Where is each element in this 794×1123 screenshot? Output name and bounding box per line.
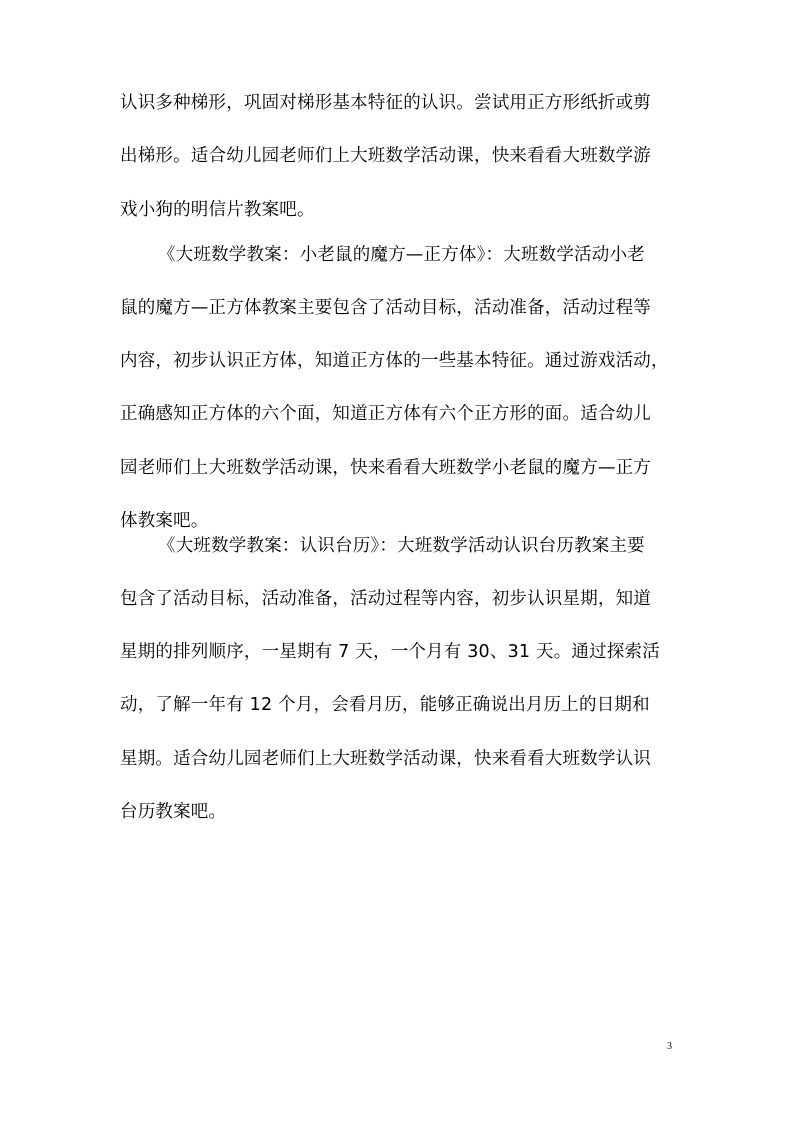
- text-line: 鼠的魔方—正方体教案主要包含了活动目标，活动准备，活动过程等: [120, 298, 651, 318]
- text-line: 内容，初步认识正方体，知道正方体的一些基本特征。通过游戏活动，: [120, 351, 669, 371]
- text-line: 出梯形。适合幼儿园老师们上大班数学活动课，快来看看大班数学游: [120, 146, 651, 166]
- text-line: 台历教案吧。: [120, 802, 227, 822]
- page-number: 3: [667, 1041, 672, 1052]
- text-line: 《大班数学教案：小老鼠的魔方—正方体》：大班数学活动小老: [158, 245, 645, 265]
- text-line: 动，了解一年有 12 个月，会看月历，能够正确说出月历上的日期和: [120, 695, 650, 715]
- text-line: 包含了活动目标，活动准备，活动过程等内容，初步认识星期，知道: [120, 589, 651, 609]
- text-line: 认识多种梯形，巩固对梯形基本特征的认识。尝试用正方形纸折或剪: [120, 93, 651, 113]
- text-line: 星期。适合幼儿园老师们上大班数学活动课，快来看看大班数学认识: [120, 749, 651, 769]
- text-line: 体教案吧。: [120, 511, 209, 531]
- text-line: 园老师们上大班数学活动课，快来看看大班数学小老鼠的魔方—正方: [120, 458, 651, 478]
- text-line: 正确感知正方体的六个面，知道正方体有六个正方形的面。适合幼儿: [120, 404, 651, 424]
- text-line: 《大班数学教案：认识台历》：大班数学活动认识台历教案主要: [158, 536, 645, 556]
- text-line: 戏小狗的明信片教案吧。: [120, 200, 315, 220]
- text-line: 星期的排列顺序，一星期有 7 天，一个月有 30、31 天。通过探索活: [120, 642, 660, 662]
